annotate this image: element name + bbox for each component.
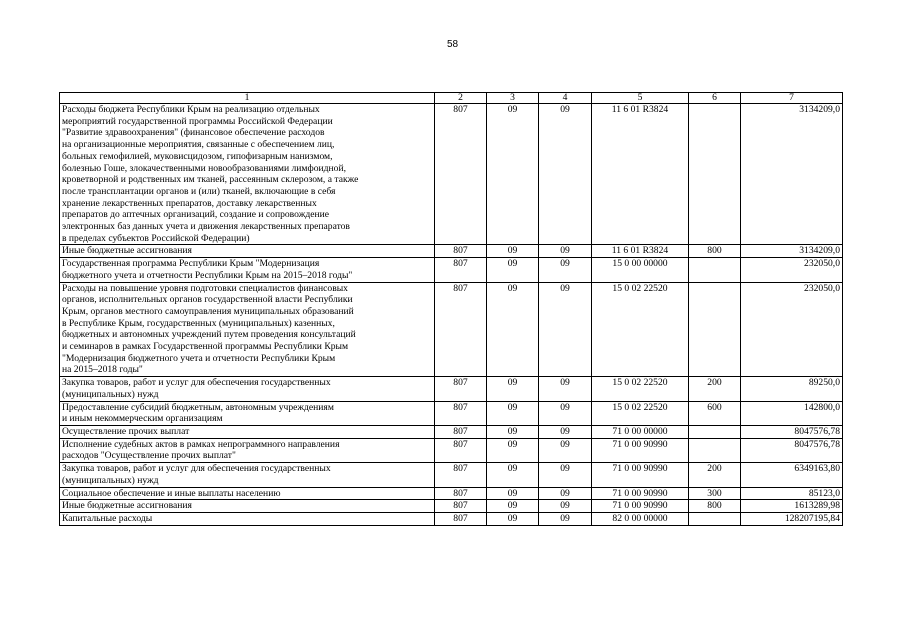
subsection-code-cell: 09 — [539, 425, 592, 438]
section-code-cell: 09 — [487, 512, 539, 525]
amount-cell: 8047576,78 — [741, 425, 843, 438]
row-name-cell: Предоставление субсидий бюджетным, автономным учреждениям и иным некоммерческим организациям — [60, 401, 435, 425]
amount-cell: 232050,0 — [741, 258, 843, 282]
ministry-code-cell: 807 — [435, 425, 487, 438]
subsection-code-cell: 09 — [539, 463, 592, 487]
row-name-cell: Исполнение судебных актов в рамках непрограммного направления расходов "Осуществление прочих выплат" — [60, 438, 435, 462]
target-article-cell: 15 0 02 22520 — [592, 377, 689, 401]
amount-cell: 6349163,80 — [741, 463, 843, 487]
expense-type-cell — [689, 425, 741, 438]
header-cell-target: 5 — [592, 93, 689, 104]
page-number: 58 — [446, 39, 459, 50]
target-article-cell: 11 6 01 R3824 — [592, 104, 689, 245]
ministry-code-cell: 807 — [435, 104, 487, 245]
subsection-code-cell: 09 — [539, 282, 592, 377]
table-row — [60, 104, 843, 245]
amount-cell: 128207195,84 — [741, 512, 843, 525]
amount-cell: 3134209,0 — [741, 104, 843, 245]
header-cell-name: 1 — [60, 93, 435, 104]
expense-type-cell: 600 — [689, 401, 741, 425]
section-code-cell: 09 — [487, 104, 539, 245]
expense-type-cell — [689, 258, 741, 282]
row-name-cell: Закупка товаров, работ и услуг для обеспечения государственных (муниципальных) нужд — [60, 463, 435, 487]
table-row — [60, 258, 843, 282]
section-code-cell: 09 — [487, 377, 539, 401]
section-code-cell: 09 — [487, 245, 539, 258]
table-row — [60, 500, 843, 513]
budget-table — [59, 92, 843, 526]
target-article-cell: 71 0 00 00000 — [592, 425, 689, 438]
subsection-code-cell: 09 — [539, 104, 592, 245]
row-name-cell: Осуществление прочих выплат — [60, 425, 435, 438]
subsection-code-cell: 09 — [539, 401, 592, 425]
amount-cell: 232050,0 — [741, 282, 843, 377]
ministry-code-cell: 807 — [435, 282, 487, 377]
amount-cell: 89250,0 — [741, 377, 843, 401]
expense-type-cell: 800 — [689, 245, 741, 258]
target-article-cell: 11 6 01 R3824 — [592, 245, 689, 258]
table-row — [60, 282, 843, 377]
section-code-cell: 09 — [487, 487, 539, 500]
expense-type-cell: 800 — [689, 500, 741, 513]
subsection-code-cell: 09 — [539, 487, 592, 500]
header-cell-expense-type: 6 — [689, 93, 741, 104]
header-cell-subsection: 4 — [539, 93, 592, 104]
ministry-code-cell: 807 — [435, 377, 487, 401]
table-row — [60, 401, 843, 425]
row-name-cell: Капитальные расходы — [60, 512, 435, 525]
target-article-cell: 71 0 00 90990 — [592, 463, 689, 487]
amount-cell: 85123,0 — [741, 487, 843, 500]
ministry-code-cell: 807 — [435, 512, 487, 525]
section-code-cell: 09 — [487, 463, 539, 487]
amount-cell: 1613289,98 — [741, 500, 843, 513]
expense-type-cell: 200 — [689, 377, 741, 401]
row-name-cell: Государственная программа Республики Крым "Модернизация бюджетного учета и отчетности Республики Крым на 2015–2018 годы" — [60, 258, 435, 282]
row-name-cell: Расходы на повышение уровня подготовки специалистов финансовых органов, исполнительных органов государственной власти Республики Крым, органов местного самоуправления муниципальных образований в Республике Крым, государственных (муниципальных) казенных, бюджетных и автономных учреждений путем проведения консультаций и семинаров в рамках Государственной программы Республики Крым "Модернизация бюджетного учета и отчетности Республики Крым на 2015–2018 годы" — [60, 282, 435, 377]
target-article-cell: 71 0 00 90990 — [592, 487, 689, 500]
table-row — [60, 463, 843, 487]
ministry-code-cell: 807 — [435, 245, 487, 258]
expense-type-cell — [689, 104, 741, 245]
ministry-code-cell: 807 — [435, 258, 487, 282]
expense-type-cell: 200 — [689, 463, 741, 487]
table-row — [60, 245, 843, 258]
table-row — [60, 512, 843, 525]
table-row — [60, 377, 843, 401]
section-code-cell: 09 — [487, 425, 539, 438]
expense-type-cell: 300 — [689, 487, 741, 500]
section-code-cell: 09 — [487, 401, 539, 425]
table-header-row — [60, 93, 843, 104]
expense-type-cell — [689, 282, 741, 377]
subsection-code-cell: 09 — [539, 438, 592, 462]
section-code-cell: 09 — [487, 282, 539, 377]
table-body — [60, 104, 843, 526]
header-cell-section: 3 — [487, 93, 539, 104]
expense-type-cell — [689, 512, 741, 525]
subsection-code-cell: 09 — [539, 512, 592, 525]
amount-cell: 8047576,78 — [741, 438, 843, 462]
section-code-cell: 09 — [487, 258, 539, 282]
target-article-cell: 15 0 02 22520 — [592, 282, 689, 377]
amount-cell: 142800,0 — [741, 401, 843, 425]
ministry-code-cell: 807 — [435, 487, 487, 500]
section-code-cell: 09 — [487, 438, 539, 462]
subsection-code-cell: 09 — [539, 245, 592, 258]
row-name-cell: Закупка товаров, работ и услуг для обеспечения государственных (муниципальных) нужд — [60, 377, 435, 401]
target-article-cell: 15 0 02 22520 — [592, 401, 689, 425]
target-article-cell: 15 0 00 00000 — [592, 258, 689, 282]
target-article-cell: 71 0 00 90990 — [592, 438, 689, 462]
ministry-code-cell: 807 — [435, 463, 487, 487]
subsection-code-cell: 09 — [539, 377, 592, 401]
header-cell-amount: 7 — [741, 93, 843, 104]
row-name-cell: Расходы бюджета Республики Крым на реализацию отдельных мероприятий государственной программы Российской Федерации "Развитие здравоохранения" (финансовое обеспечение расходов на организационные мероприятия, связанные с обеспечением лиц, больных гемофилией, муковисцидозом, гипофизарным нанизмом, болезнью Гоше, злокачественными новообразованиями лимфоидной, кроветворной и родственных им тканей, рассеянным склерозом, а также после трансплантации органов и (или) тканей, включающие в себя хранение лекарственных препаратов, доставку лекарственных препаратов до аптечных организаций, создание и сопровождение электронных баз данных учета и движения лекарственных препаратов в пределах субъектов Российской Федерации) — [60, 104, 435, 245]
target-article-cell: 71 0 00 90990 — [592, 500, 689, 513]
ministry-code-cell: 807 — [435, 438, 487, 462]
target-article-cell: 82 0 00 00000 — [592, 512, 689, 525]
subsection-code-cell: 09 — [539, 500, 592, 513]
table-row — [60, 438, 843, 462]
section-code-cell: 09 — [487, 500, 539, 513]
amount-cell: 3134209,0 — [741, 245, 843, 258]
row-name-cell: Социальное обеспечение и иные выплаты населению — [60, 487, 435, 500]
header-cell-ministry: 2 — [435, 93, 487, 104]
row-name-cell: Иные бюджетные ассигнования — [60, 500, 435, 513]
ministry-code-cell: 807 — [435, 500, 487, 513]
subsection-code-cell: 09 — [539, 258, 592, 282]
ministry-code-cell: 807 — [435, 401, 487, 425]
row-name-cell: Иные бюджетные ассигнования — [60, 245, 435, 258]
table-row — [60, 487, 843, 500]
expense-type-cell — [689, 438, 741, 462]
table-row — [60, 425, 843, 438]
